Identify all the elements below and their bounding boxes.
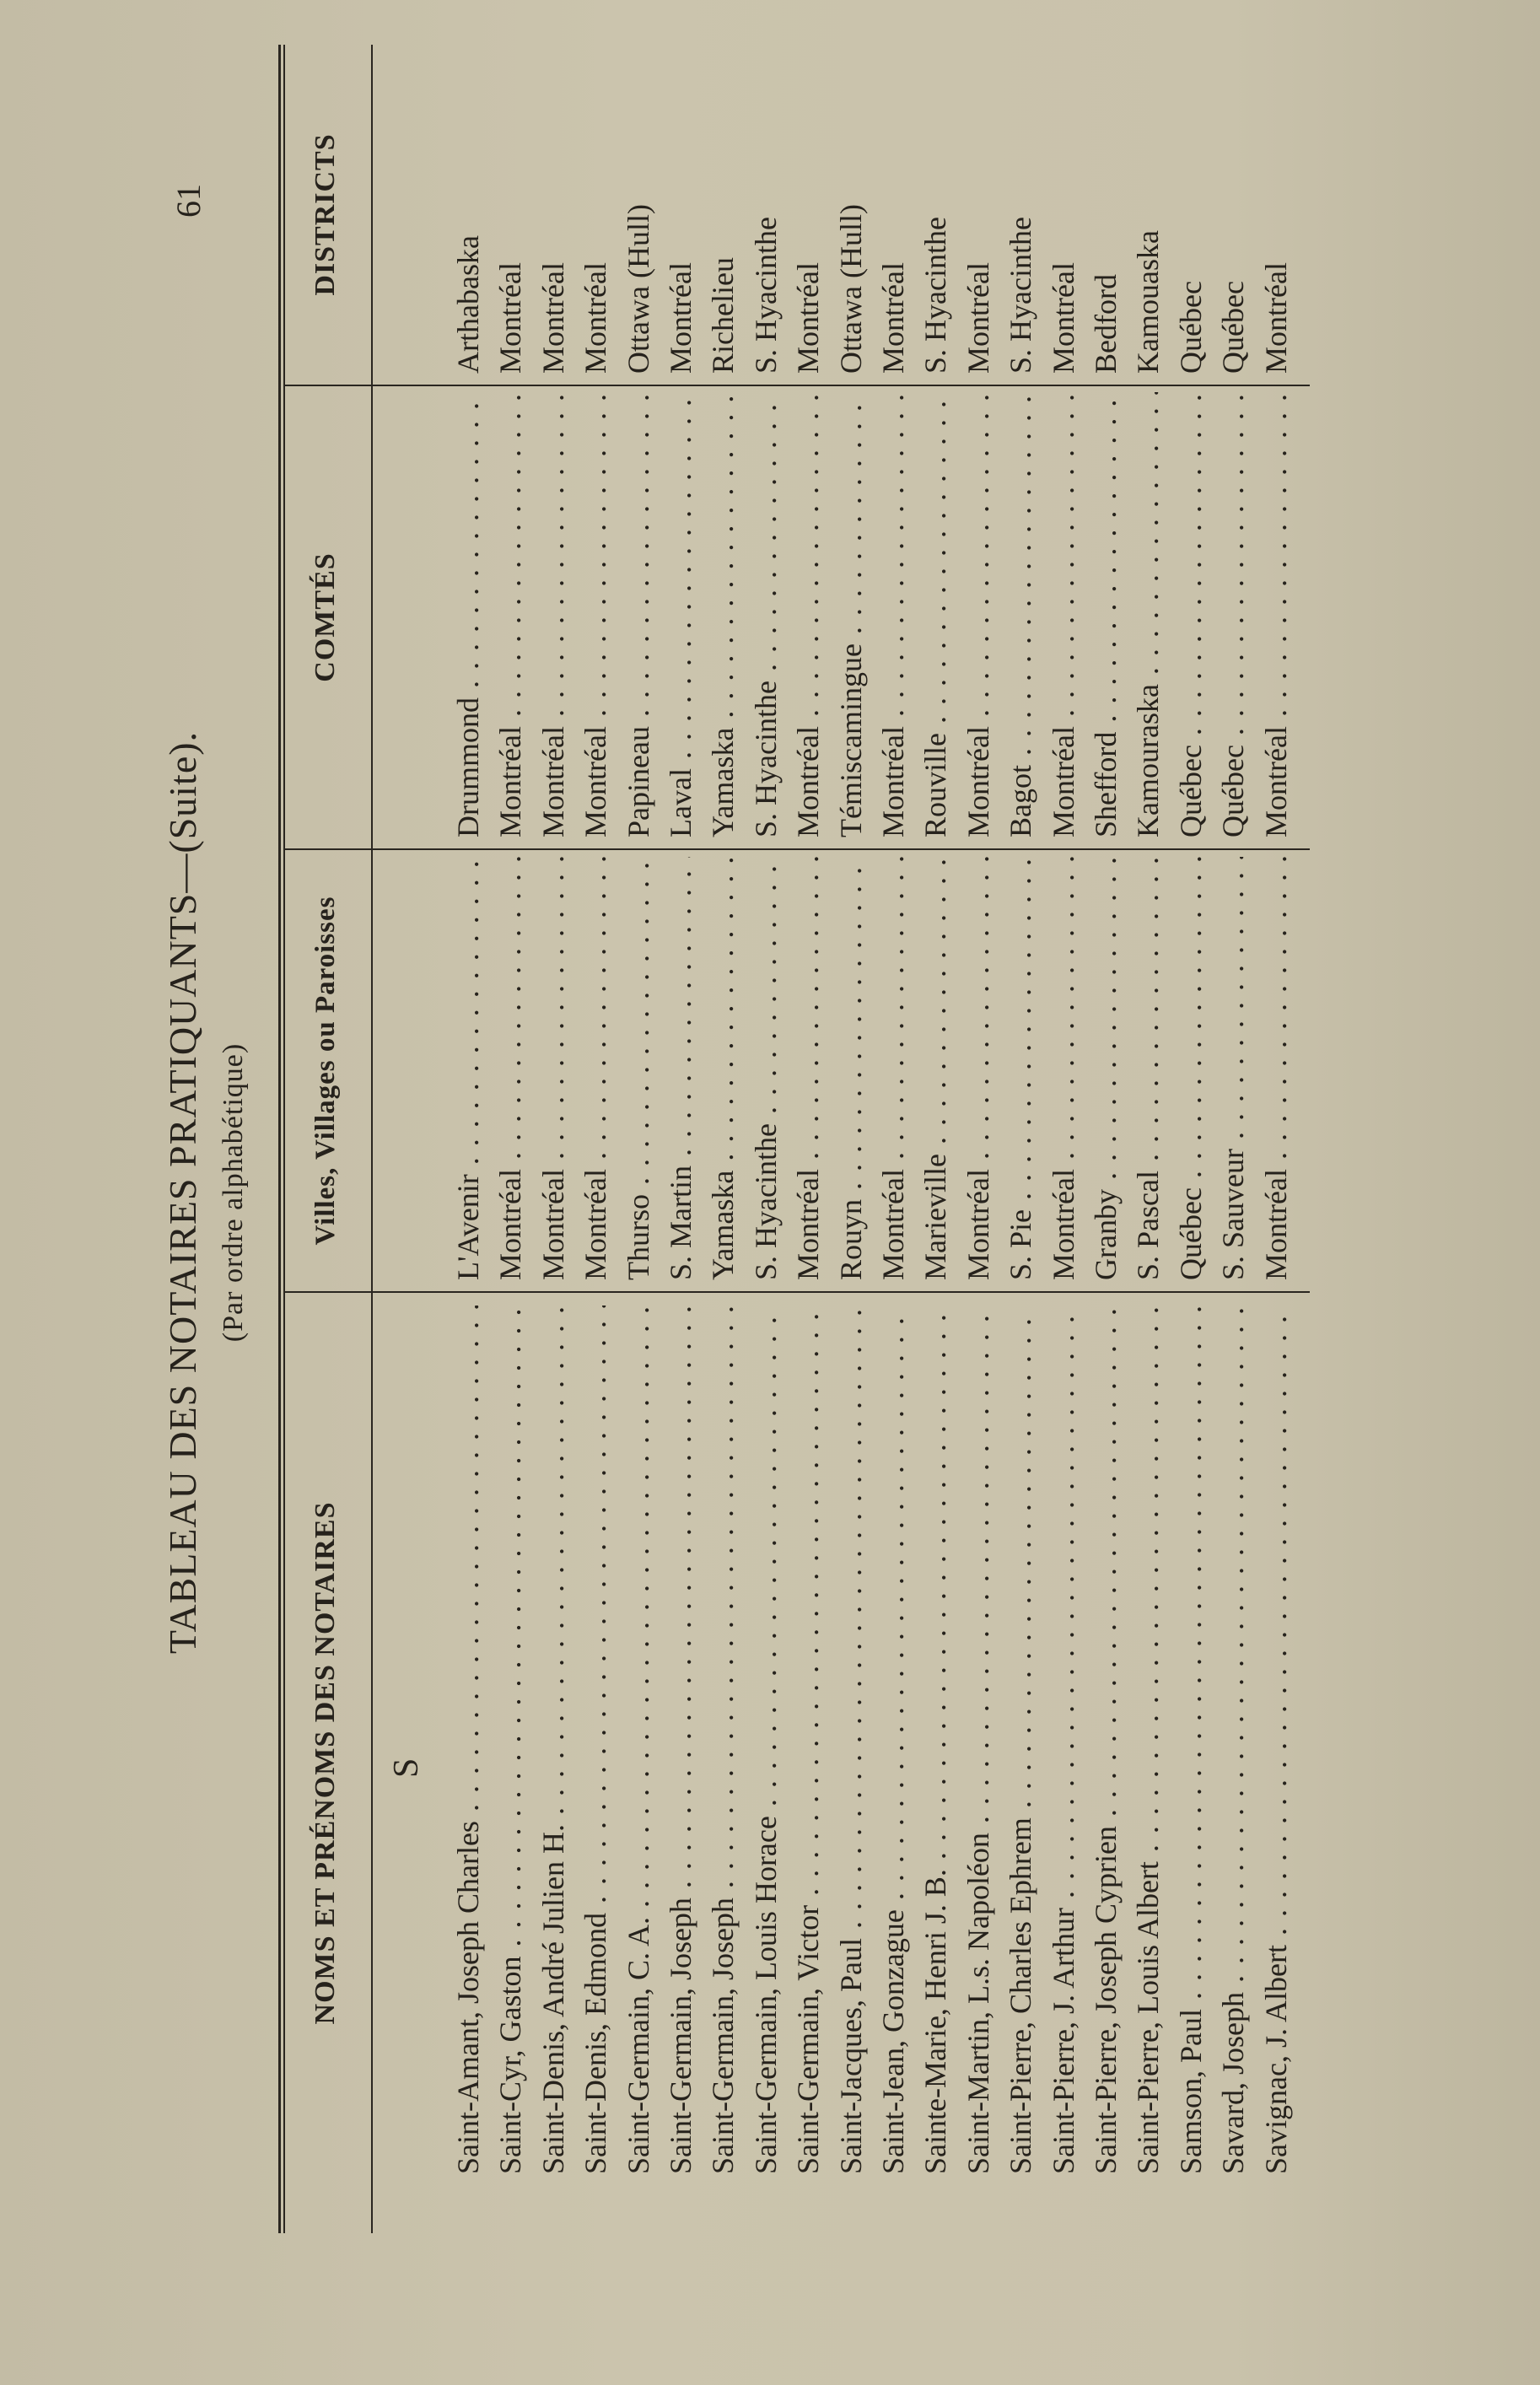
table-row [489, 45, 531, 2233]
cell-ville-text: Montréal [1046, 1169, 1080, 1280]
cell-comte [1042, 392, 1085, 837]
cell-comte-text: Québec [1173, 745, 1208, 837]
cell-district [1085, 49, 1127, 374]
cell-name [1085, 1306, 1127, 2174]
cell-ville-text: S. Pascal [1131, 1171, 1166, 1280]
cell-name-text: Saint-Denis, André Julien H. [536, 1824, 570, 2174]
cell-ville [1042, 857, 1085, 1280]
cell-comte [447, 392, 489, 837]
cell-district-text: S. Hyacinthe [1004, 217, 1038, 374]
cell-ville-text: Montréal [493, 1169, 528, 1280]
cell-district-text: Ottawa (Hull) [621, 204, 655, 374]
table-row [532, 45, 574, 2233]
cell-name-text: Saint-Pierre, Charles Ephrem [1004, 1817, 1038, 2174]
cell-ville [745, 857, 787, 1280]
cell-name [447, 1306, 489, 2174]
table-top-rule-1 [278, 45, 281, 2233]
cell-district [1255, 49, 1297, 374]
table-row [872, 45, 914, 2233]
cell-ville [574, 857, 617, 1280]
cell-comte-text: Québec [1216, 745, 1251, 837]
cell-comte-text: Yamaska [706, 727, 740, 837]
cell-comte-text: Laval [664, 768, 697, 837]
cell-name [574, 1306, 617, 2174]
cell-ville-text: Rouyn [833, 1198, 868, 1280]
notaries-table [278, 45, 1316, 2233]
cell-district [1212, 49, 1254, 374]
cell-name-text: Saint-Denis, Edmond [579, 1913, 613, 2174]
cell-comte [702, 392, 744, 837]
cell-name-text: Saint-Amant, Joseph Charles [451, 1821, 485, 2174]
cell-ville [1255, 857, 1297, 1280]
cell-comte [1212, 392, 1254, 837]
cell-ville [660, 857, 702, 1280]
cell-ville-text: S. Martin [664, 1165, 697, 1280]
header-districts: DISTRICTS [310, 133, 341, 296]
cell-name-text: Samson, Paul [1173, 2008, 1208, 2174]
cell-name-text: Savard, Joseph [1216, 1992, 1251, 2174]
cell-district [1170, 49, 1212, 374]
cell-district [489, 49, 531, 374]
table-row [660, 45, 702, 2233]
table-row [1255, 45, 1297, 2233]
cell-ville [830, 857, 872, 1280]
table-row [617, 45, 660, 2233]
cell-ville-text: S. Pie [1004, 1209, 1038, 1280]
cell-comte-text: Témiscamingue [833, 643, 868, 837]
cell-ville [872, 857, 914, 1280]
page-title: TABLEAU DES NOTAIRES PRATIQUANTS—(Suite). [161, 730, 204, 1655]
table-row [1212, 45, 1254, 2233]
cell-ville [787, 857, 829, 1280]
header-names: NOMS ET PRÉNOMS DES NOTAIRES [310, 1501, 341, 2025]
table-top-rule-2 [283, 45, 285, 2233]
section-letter: S [387, 1758, 426, 1778]
header-bottom-rule [371, 45, 373, 2233]
cell-ville [617, 857, 660, 1280]
cell-comte [787, 392, 829, 837]
cell-district [574, 49, 617, 374]
cell-comte-text: Montréal [493, 726, 528, 837]
cell-name [999, 1306, 1042, 2174]
cell-name [872, 1306, 914, 2174]
cell-district [660, 49, 702, 374]
cell-name [1170, 1306, 1212, 2174]
table-row [914, 45, 956, 2233]
cell-comte [830, 392, 872, 837]
cell-district-text: Québec [1173, 281, 1208, 374]
cell-district-text: Kamouaska [1131, 230, 1166, 374]
table-row [830, 45, 872, 2233]
cell-name-text: Saint-Pierre, Louis Albert [1131, 1861, 1166, 2174]
cell-comte-text: Montréal [791, 726, 826, 837]
cell-name-text: Savignac, J. Albert [1258, 1945, 1293, 2174]
cell-name [745, 1306, 787, 2174]
table-row [1042, 45, 1085, 2233]
cell-ville [1212, 857, 1254, 1280]
cell-ville-text: Québec [1173, 1187, 1208, 1280]
cell-name [1042, 1306, 1085, 2174]
cell-name-text: Saint-Germain, Joseph [706, 1898, 740, 2174]
cell-district-text: Montréal [664, 262, 697, 374]
cell-name-text: Saint-Cyr, Gaston [493, 1956, 528, 2174]
table-row [702, 45, 744, 2233]
cell-name [787, 1306, 829, 2174]
cell-district [999, 49, 1042, 374]
cell-district-text: Montréal [961, 262, 995, 374]
cell-comte [1170, 392, 1212, 837]
cell-ville [1127, 857, 1169, 1280]
cell-comte [1085, 392, 1127, 837]
cell-district-text: Bedford [1089, 274, 1123, 374]
header-comtes: COMTÉS [310, 552, 341, 682]
cell-ville [1170, 857, 1212, 1280]
cell-comte [617, 392, 660, 837]
cell-name [1212, 1306, 1254, 2174]
cell-district [957, 49, 999, 374]
cell-name-text: Saint-Jean, Gonzague [876, 1909, 910, 2174]
cell-name [1255, 1306, 1297, 2174]
cell-ville [957, 857, 999, 1280]
cell-ville [532, 857, 574, 1280]
cell-ville [914, 857, 956, 1280]
cell-district-text: Québec [1216, 281, 1251, 374]
cell-ville-text: Yamaska [706, 1170, 740, 1280]
cell-district-text: Richelieu [706, 257, 740, 374]
cell-district [787, 49, 829, 374]
cell-comte-text: Drummond [451, 697, 485, 837]
cell-comte [574, 392, 617, 837]
table-row [957, 45, 999, 2233]
cell-name-text: Saint-Germain, C. A. [621, 1917, 655, 2174]
cell-comte [489, 392, 531, 837]
cell-name-text: Saint-Pierre, Joseph Cyprien [1089, 1826, 1123, 2174]
cell-district-text: Arthabaska [451, 235, 485, 374]
cell-district-text: Ottawa (Hull) [833, 204, 868, 374]
cell-district-text: Montréal [1258, 262, 1293, 374]
cell-district [872, 49, 914, 374]
cell-comte-text: Rouville [918, 733, 953, 837]
table-row [1127, 45, 1169, 2233]
cell-comte [999, 392, 1042, 837]
cell-ville-text: Montréal [791, 1169, 826, 1280]
cell-comte [745, 392, 787, 837]
cell-ville-text: Montréal [1258, 1169, 1293, 1280]
cell-comte-text: Bagot [1004, 765, 1038, 837]
cell-name [532, 1306, 574, 2174]
cell-district-text: Montréal [876, 262, 910, 374]
cell-ville-text: Granby [1089, 1189, 1123, 1280]
cell-name-text: Sainte-Marie, Henri J. B. [918, 1869, 953, 2174]
cell-ville [447, 857, 489, 1280]
cell-ville-text: Thurso [621, 1194, 655, 1280]
cell-comte-text: Montréal [1046, 726, 1080, 837]
cell-district [745, 49, 787, 374]
cell-comte-text: Papineau [621, 726, 655, 837]
cell-district [830, 49, 872, 374]
cell-comte [1255, 392, 1297, 837]
cell-ville-text: Montréal [536, 1169, 570, 1280]
page-subtitle: (Par ordre alphabétique) [218, 1042, 249, 1343]
cell-district [1042, 49, 1085, 374]
cell-name-text: Saint-Pierre, J. Arthur [1046, 1908, 1080, 2174]
cell-district-text: S. Hyacinthe [918, 217, 953, 374]
cell-name [660, 1306, 702, 2174]
cell-comte [1127, 392, 1169, 837]
cell-name [489, 1306, 531, 2174]
cell-district [702, 49, 744, 374]
cell-ville [1085, 857, 1127, 1280]
table-row [574, 45, 617, 2233]
cell-name [914, 1306, 956, 2174]
cell-ville-text: L'Avenir [451, 1174, 485, 1280]
cell-district-text: Montréal [791, 262, 826, 374]
cell-ville-text: Montréal [579, 1169, 613, 1280]
cell-ville-text: S. Sauveur [1216, 1149, 1251, 1280]
page-number: 61 [170, 184, 207, 218]
cell-district-text: Montréal [493, 262, 528, 374]
cell-comte [660, 392, 702, 837]
cell-ville [489, 857, 531, 1280]
cell-ville-text: Montréal [961, 1169, 995, 1280]
cell-comte [914, 392, 956, 837]
cell-district [617, 49, 660, 374]
cell-ville-text: S. Hyacinthe [748, 1123, 783, 1280]
cell-district-text: Montréal [579, 262, 613, 374]
cell-name-text: Saint-Jacques, Paul [833, 1938, 868, 2174]
cell-comte-text: Kamouraska [1131, 684, 1166, 837]
cell-comte-text: Montréal [961, 726, 995, 837]
table-row [787, 45, 829, 2233]
cell-name-text: Saint-Germain, Victor [791, 1904, 826, 2174]
cell-comte-text: S. Hyacinthe [748, 681, 783, 837]
table-row [745, 45, 787, 2233]
cell-ville-text: Marieville [918, 1154, 953, 1280]
table-row [1085, 45, 1127, 2233]
cell-name [702, 1306, 744, 2174]
cell-ville [702, 857, 744, 1280]
cell-district [914, 49, 956, 374]
cell-comte [957, 392, 999, 837]
cell-comte [532, 392, 574, 837]
cell-district [532, 49, 574, 374]
cell-district-text: Montréal [1046, 262, 1080, 374]
cell-name [617, 1306, 660, 2174]
header-villes: Villes, Villages ou Paroisses [310, 896, 341, 1246]
cell-comte [872, 392, 914, 837]
cell-name-text: Saint-Martin, L.s. Napoléon [961, 1833, 995, 2174]
cell-name-text: Saint-Germain, Louis Horace [748, 1816, 783, 2174]
cell-comte-text: Montréal [536, 726, 570, 837]
cell-name [1127, 1306, 1169, 2174]
cell-comte-text: Shefford [1089, 731, 1123, 837]
table-row [1170, 45, 1212, 2233]
cell-name-text: Saint-Germain, Joseph [664, 1898, 697, 2174]
cell-ville [999, 857, 1042, 1280]
cell-comte-text: Montréal [579, 726, 613, 837]
cell-comte-text: Montréal [876, 726, 910, 837]
cell-district-text: S. Hyacinthe [748, 217, 783, 374]
cell-comte-text: Montréal [1258, 726, 1293, 837]
cell-name [830, 1306, 872, 2174]
cell-district [447, 49, 489, 374]
cell-district [1127, 49, 1169, 374]
cell-ville-text: Montréal [876, 1169, 910, 1280]
table-row [447, 45, 489, 2233]
cell-name [957, 1306, 999, 2174]
cell-district-text: Montréal [536, 262, 570, 374]
table-row [999, 45, 1042, 2233]
